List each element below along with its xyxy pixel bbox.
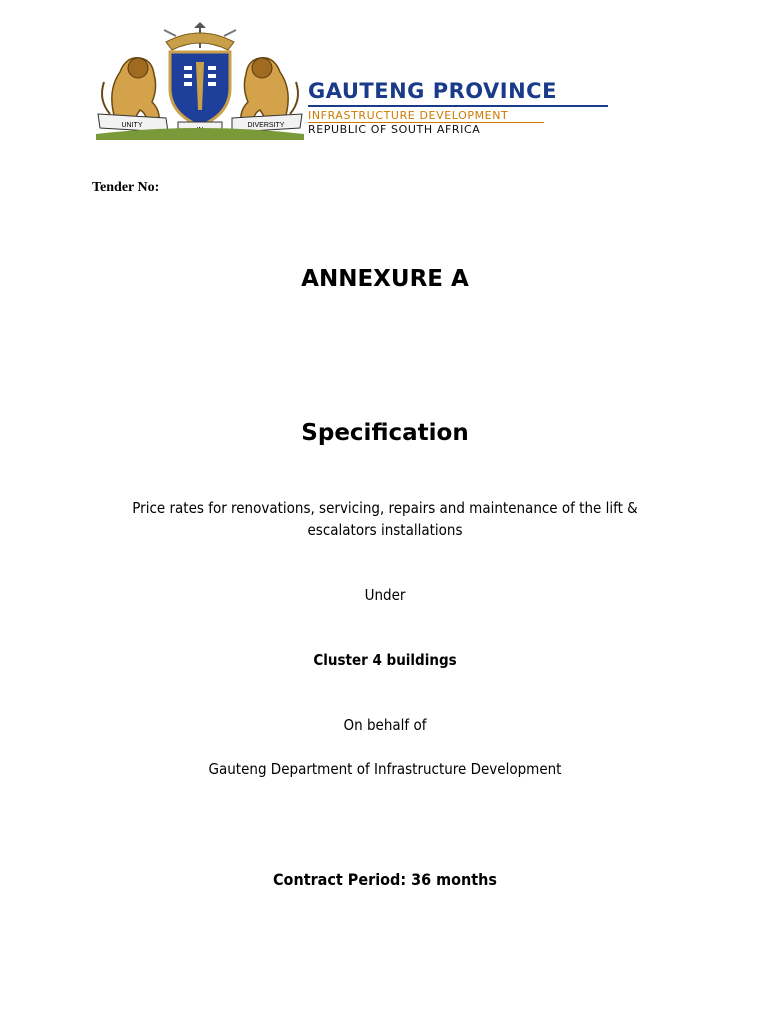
brand-block [308, 78, 608, 137]
on-behalf-text: On behalf of [343, 716, 427, 734]
letterhead [0, 0, 770, 150]
page-title: Specification [301, 420, 469, 446]
annexure-title: ANNEXURE A [301, 266, 469, 292]
description-line: Price rates for renovations, servicing, repairs and maintenance of the lift & [132, 499, 638, 517]
motto-word: UNITY [121, 122, 143, 129]
department-name: Gauteng Department of Infrastructure Development [208, 760, 562, 778]
description-line: escalators installations [307, 521, 463, 539]
brand-subtitle: INFRASTRUCTURE DEVELOPMENT [308, 109, 544, 123]
description [60, 497, 710, 541]
brand-country: REPUBLIC OF SOUTH AFRICA [308, 123, 481, 136]
under-text: Under [364, 586, 406, 604]
tender-number-label: Tender No: [92, 180, 160, 195]
motto-word: DIVERSITY [247, 122, 285, 129]
contract-period: Contract Period: 36 months [272, 870, 497, 889]
cluster-text: Cluster 4 buildings [313, 651, 457, 669]
coat-of-arms-icon [96, 22, 304, 140]
brand-title: GAUTENG PROVINCE [308, 78, 608, 107]
